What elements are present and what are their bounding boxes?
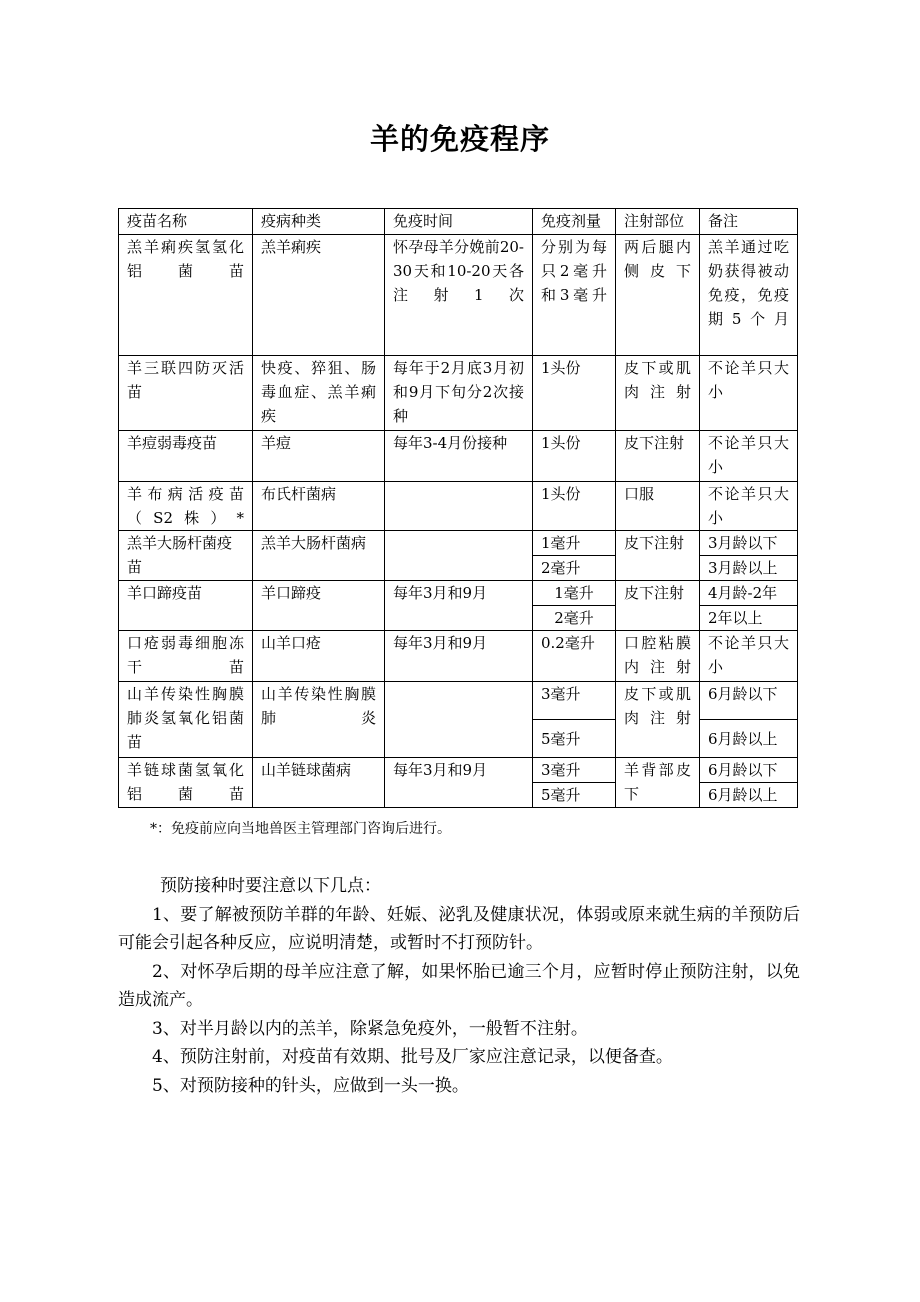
time-cell: 怀孕母羊分娩前20-30天和10-20天各注射1次 — [385, 235, 533, 356]
time-cell: 每年3-4月份接种 — [385, 431, 533, 482]
note-item: 2、对怀孕后期的母羊应注意了解，如果怀胎已逾三个月，应暂时停止预防注射，以免造成流产。 — [118, 961, 800, 1010]
note-cell: 4月龄-2年 — [700, 581, 798, 606]
disease-cell: 布氏杆菌病 — [253, 482, 385, 531]
notes-intro: 预防接种时要注意以下几点： — [160, 876, 381, 896]
time-cell — [385, 482, 533, 531]
note-cell: 3月龄以上 — [700, 556, 798, 581]
table-row — [119, 235, 798, 356]
time-cell — [385, 531, 533, 581]
table-row — [119, 682, 798, 720]
table-row — [119, 581, 798, 606]
note-cell: 不论羊只大小 — [700, 482, 798, 531]
site-cell: 皮下或肌肉注射 — [616, 356, 700, 431]
disease-cell: 羔羊痢疾 — [253, 235, 385, 356]
vaccine-name-cell: 羊痘弱毒疫苗 — [119, 431, 253, 482]
note-cell: 6月龄以下 — [700, 758, 798, 783]
site-cell: 口腔粘膜内注射 — [616, 631, 700, 682]
note-cell: 6月龄以上 — [700, 783, 798, 808]
table-row — [119, 482, 798, 531]
note-item: 3、对半月龄以内的羔羊，除紧急免疫外，一般暂不注射。 — [152, 1018, 588, 1039]
site-cell: 皮下注射 — [616, 531, 700, 581]
dose-cell: 1头份 — [533, 356, 616, 431]
disease-cell: 羔羊大肠杆菌病 — [253, 531, 385, 581]
site-cell: 口服 — [616, 482, 700, 531]
disease-cell: 山羊传染性胸膜肺炎 — [253, 682, 385, 758]
dose-cell: 0.2毫升 — [533, 631, 616, 682]
disease-cell: 羊痘 — [253, 431, 385, 482]
note-item: 1、要了解被预防羊群的年龄、妊娠、泌乳及健康状况，体弱或原来就生病的羊预防后可能会引起各种反应，应说明清楚，或暂时不打预防针。 — [118, 904, 800, 953]
site-cell: 两后腿内侧皮下 — [616, 235, 700, 356]
disease-cell: 山羊链球菌病 — [253, 758, 385, 808]
vaccine-name-cell: 羊三联四防灭活苗 — [119, 356, 253, 431]
dose-cell: 5毫升 — [533, 783, 616, 808]
time-cell: 每年3月和9月 — [385, 581, 533, 631]
table-row — [119, 531, 798, 556]
note-cell: 不论羊只大小 — [700, 356, 798, 431]
time-cell: 每年3月和9月 — [385, 631, 533, 682]
header-cell: 免疫时间 — [385, 209, 533, 235]
dose-cell: 3毫升 — [533, 682, 616, 720]
table-row — [119, 758, 798, 783]
vaccine-name-cell: 羔羊痢疾氢氢化铝菌苗 — [119, 235, 253, 356]
note-cell: 不论羊只大小 — [700, 631, 798, 682]
dose-cell: 5毫升 — [533, 720, 616, 758]
disease-cell: 山羊口疮 — [253, 631, 385, 682]
table-row — [119, 631, 798, 682]
vaccine-name-cell: 山羊传染性胸膜肺炎氢氧化铝菌苗 — [119, 682, 253, 758]
vaccine-name-cell: 羊链球菌氢氧化铝菌苗 — [119, 758, 253, 808]
disease-cell: 羊口蹄疫 — [253, 581, 385, 631]
note-cell: 羔羊通过吃奶获得被动免疫，免疫期5个月 — [700, 235, 798, 356]
site-cell: 皮下注射 — [616, 581, 700, 631]
vaccine-table — [118, 208, 798, 808]
time-cell — [385, 682, 533, 758]
dose-cell: 2毫升 — [533, 556, 616, 581]
vaccine-name-cell: 羊口蹄疫苗 — [119, 581, 253, 631]
dose-cell: 3毫升 — [533, 758, 616, 783]
note-cell: 6月龄以上 — [700, 720, 798, 758]
dose-cell: 1毫升 — [533, 581, 616, 606]
note-cell: 2年以上 — [700, 606, 798, 631]
table-header-row — [119, 209, 798, 235]
vaccine-name-cell: 羊布病活疫苗（S2株）* — [119, 482, 253, 531]
site-cell: 羊背部皮下 — [616, 758, 700, 808]
site-cell: 皮下注射 — [616, 431, 700, 482]
note-item: 5、对预防接种的针头，应做到一头一换。 — [152, 1075, 469, 1096]
table-footnote: *：免疫前应向当地兽医主管理部门咨询后进行。 — [150, 821, 451, 837]
dose-cell: 分别为每只2毫升和3毫升 — [533, 235, 616, 356]
vaccine-name-cell: 口疮弱毒细胞冻干苗 — [119, 631, 253, 682]
note-cell: 3月龄以下 — [700, 531, 798, 556]
header-cell: 疫苗名称 — [119, 209, 253, 235]
dose-cell: 1头份 — [533, 482, 616, 531]
dose-cell: 2毫升 — [533, 606, 616, 631]
table-row — [119, 431, 798, 482]
header-cell: 免疫剂量 — [533, 209, 616, 235]
dose-cell: 1头份 — [533, 431, 616, 482]
table-row — [119, 356, 798, 431]
note-cell: 不论羊只大小 — [700, 431, 798, 482]
vaccine-name-cell: 羔羊大肠杆菌疫苗 — [119, 531, 253, 581]
site-cell: 皮下或肌肉注射 — [616, 682, 700, 758]
time-cell: 每年于2月底3月初和9月下旬分2次接种 — [385, 356, 533, 431]
dose-cell: 1毫升 — [533, 531, 616, 556]
note-item: 4、预防注射前，对疫苗有效期、批号及厂家应注意记录，以便备查。 — [152, 1047, 673, 1067]
header-cell: 注射部位 — [616, 209, 700, 235]
vaccination-notes — [118, 872, 800, 1100]
header-cell: 疫病种类 — [253, 209, 385, 235]
disease-cell: 快疫、猝狙、肠毒血症、羔羊痢疾 — [253, 356, 385, 431]
time-cell: 每年3月和9月 — [385, 758, 533, 808]
page-title: 羊的免疫程序 — [369, 122, 550, 156]
note-cell: 6月龄以下 — [700, 682, 798, 720]
header-cell: 备注 — [700, 209, 798, 235]
